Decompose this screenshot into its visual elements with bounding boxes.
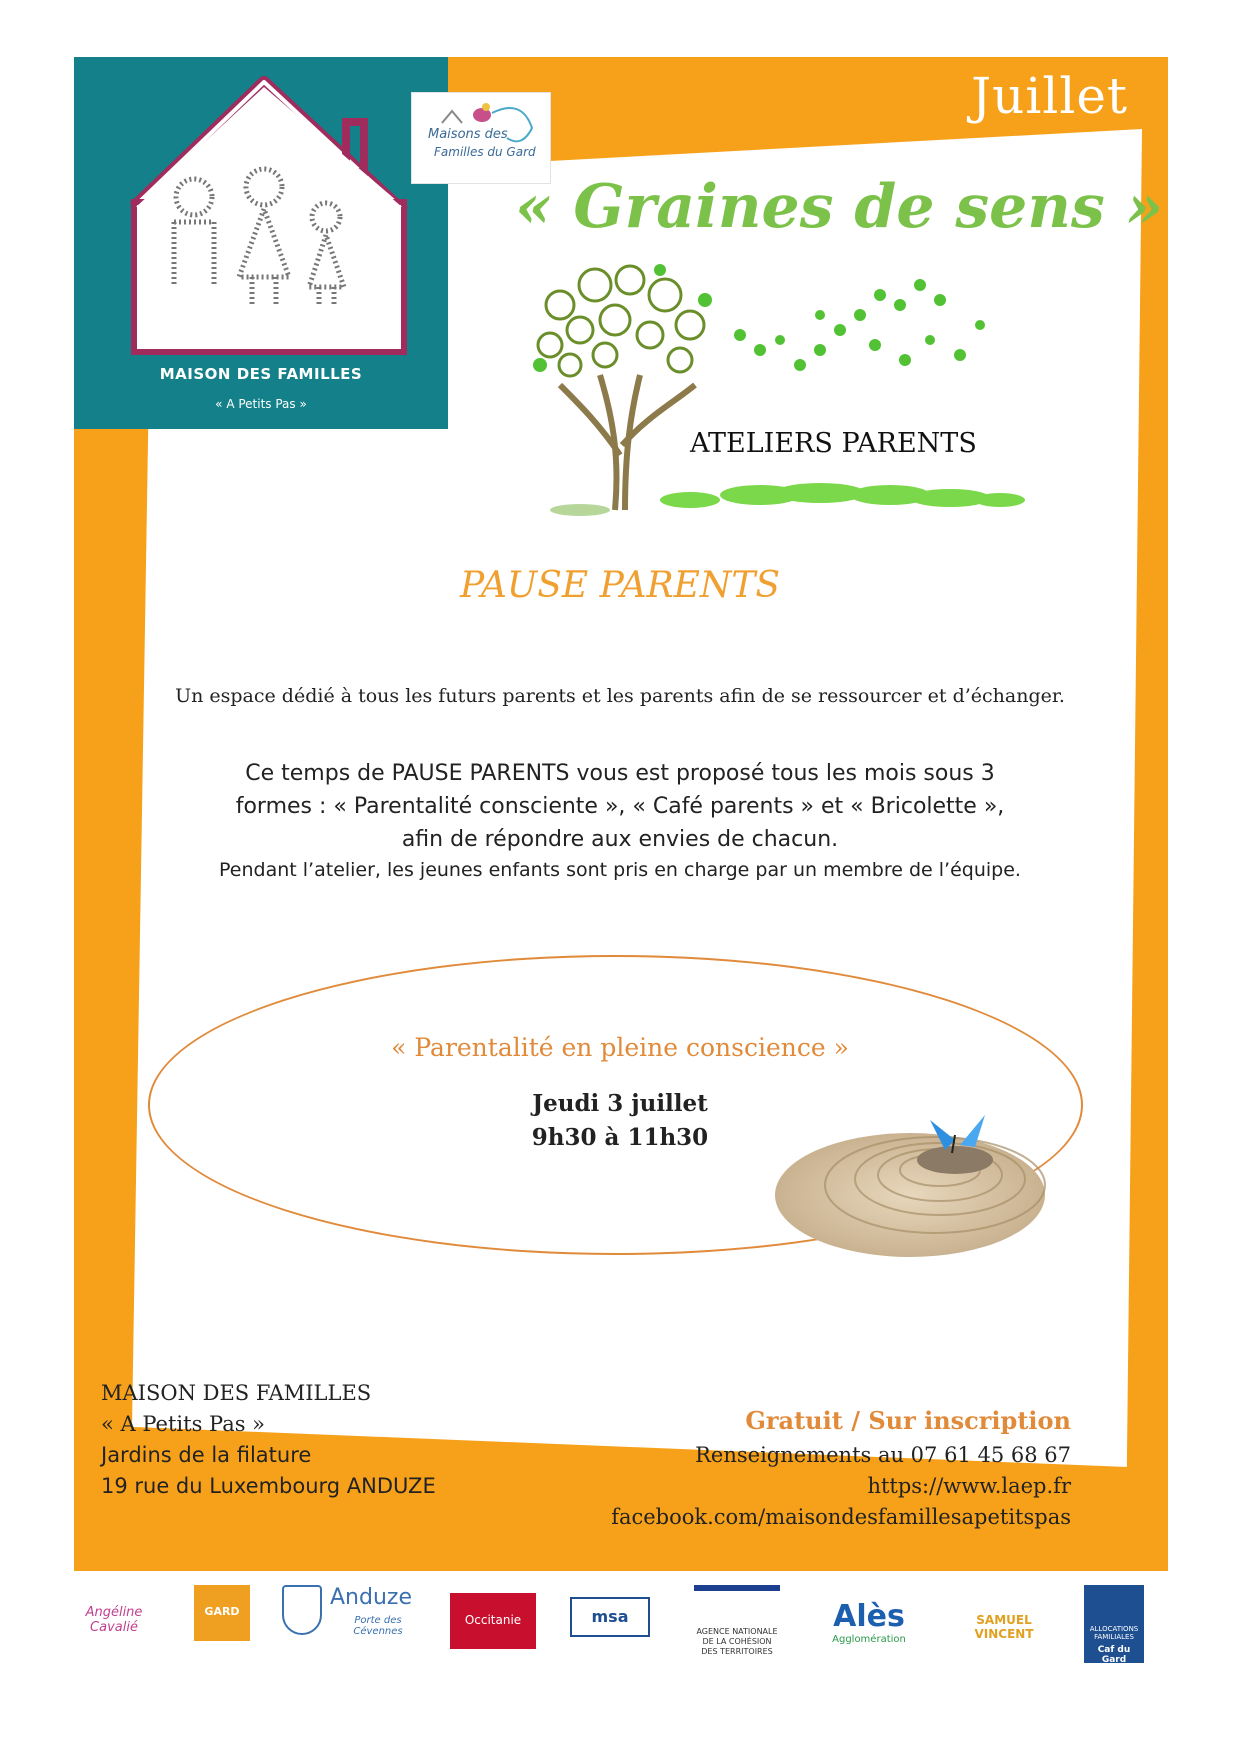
tree-illustration	[520, 255, 1040, 535]
event-date: Jeudi 3 juillet	[532, 1090, 708, 1117]
month-label: Juillet	[971, 67, 1128, 125]
address-block	[101, 1378, 436, 1502]
facebook-link[interactable]: facebook.com/maisondesfamillesapetitspas	[611, 1505, 1071, 1529]
description-line: afin de répondre aux envies de chacun.	[401, 827, 839, 852]
partner-gard: GARD	[194, 1585, 250, 1641]
event-time: 9h30 à 11h30	[531, 1124, 709, 1151]
partner-anct: AGENCE NATIONALE DE LA COHÉSION DES TERRITOIRES	[694, 1585, 780, 1657]
free-registration: Gratuit / Sur inscription	[745, 1406, 1071, 1435]
network-logo-line2: Familles du Gard	[434, 145, 536, 159]
description-line: Ce temps de PAUSE PARENTS vous est proposé tous les mois sous 3	[245, 761, 995, 786]
logo-title: MAISON DES FAMILLES	[159, 365, 363, 383]
maisons-des-familles-du-gard-logo	[411, 92, 551, 184]
partner-occitanie: Occitanie	[450, 1593, 536, 1649]
description-line: formes : « Parentalité consciente », « Café parents » et « Bricolette »,	[235, 794, 1005, 819]
partner-angeline-cavalie: Angéline Cavalié	[85, 1605, 143, 1635]
contact-block	[611, 1405, 1071, 1533]
website-link[interactable]: https://www.laep.fr	[867, 1474, 1071, 1498]
maison-des-familles-logo	[74, 57, 448, 429]
zen-sand-butterfly-image	[770, 1105, 1070, 1265]
address-line: « A Petits Pas »	[101, 1412, 266, 1436]
intro-text: Un espace dédié à tous les futurs parents et les parents afin de se ressourcer et d’échanger.	[175, 685, 1065, 707]
caf-sub: Caf du Gard	[1097, 1645, 1131, 1665]
anduze-tagline: Porte des Cévennes	[353, 1615, 403, 1637]
partner-caf	[1084, 1585, 1144, 1663]
description-line: Pendant l’atelier, les jeunes enfants sont pris en charge par un membre de l’équipe.	[219, 859, 1021, 881]
event-schedule	[470, 1087, 770, 1155]
partner-samuel-vincent: SAMUEL VINCENT	[974, 1613, 1034, 1641]
ales-label: Alès	[833, 1599, 905, 1634]
address-line: Jardins de la filature	[101, 1443, 312, 1467]
network-logo-line1: Maisons des	[428, 127, 508, 142]
section-title: PAUSE PARENTS	[459, 565, 781, 606]
partner-anduze	[282, 1585, 422, 1645]
anduze-shield-icon	[282, 1585, 322, 1635]
phone-info: Renseignements au 07 61 45 68 67	[695, 1443, 1071, 1467]
partner-logos	[74, 1585, 1168, 1725]
event-title: « Parentalité en pleine conscience »	[391, 1033, 849, 1062]
description	[120, 757, 1120, 884]
page-title: « Graines de sens »	[515, 172, 1164, 242]
logo-subtitle: « A Petits Pas »	[215, 397, 307, 411]
address-line: MAISON DES FAMILLES	[101, 1381, 372, 1405]
caf-label: ALLOCATIONS FAMILIALES	[1089, 1625, 1139, 1641]
anduze-label: Anduze	[330, 1585, 412, 1610]
partner-msa: msa	[570, 1597, 650, 1637]
address-line: 19 rue du Luxembourg ANDUZE	[101, 1474, 436, 1498]
ales-sub: Agglomération	[832, 1634, 906, 1645]
partner-ales	[814, 1599, 924, 1645]
subtitle: ATELIERS PARENTS	[690, 428, 977, 459]
